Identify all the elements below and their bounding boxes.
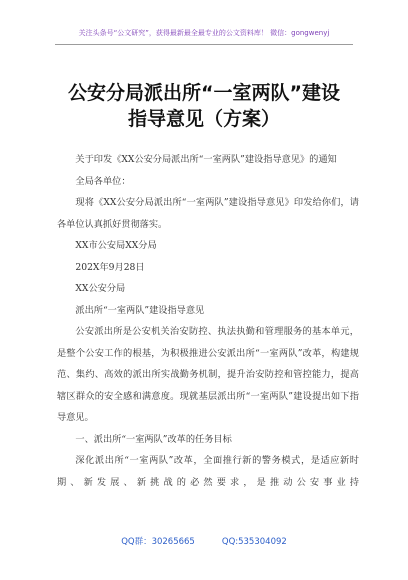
- header-banner: 关注头条号“公文研究”，获得最新最全最专业的公文资料库！ 微信：gongwenyj: [78, 29, 330, 37]
- issuing-authority: XX市公安局XX分局: [75, 240, 157, 251]
- notice-heading: 关于印发《XX公安分局派出所“一室两队”建设指导意见》的通知: [75, 154, 337, 165]
- header-divider: [55, 44, 353, 45]
- issue-date: 202X年9月28日: [75, 261, 145, 273]
- document-body: [57, 149, 359, 493]
- title-line-1: 公安分局派出所“一室两队”建设: [68, 82, 340, 104]
- title-line-2: 指导意见（方案）: [127, 108, 280, 130]
- section-heading: 一、派出所“一室两队”改革的任务目标: [75, 433, 232, 445]
- section-paragraph: 深化派出所“一室两队”改革，全面推行新的警务模式，是适应新时期、新发展、新挑战的必然要求，是推动公安事业持: [57, 455, 359, 488]
- notice-paragraph: 现将《XX公安分局派出所“一室两队”建设指导意见》印发给你们，请各单位认真抓好贯彻落实。: [57, 197, 359, 230]
- footer-contacts: [0, 535, 408, 547]
- guideline-title: 派出所“一室两队”建设指导意见: [75, 304, 205, 316]
- bureau-name: XX公安分局: [75, 283, 126, 294]
- footer-qq: QQ:535304092: [221, 537, 287, 547]
- intro-paragraph: 公安派出所是公安机关治安防控、执法执勤和管理服务的基本单元，是整个公安工作的根基，为积极推进公安派出所“一室两队”改革，构建规范、集约、高效的派出所实战勤务机制，提升治安防控和管控能力，提高辖区群众的安全感和满意度。现就基层派出所“一室两队”建设提出如下指导意见。: [57, 326, 359, 423]
- footer-qq-group: QQ群：30265665: [121, 537, 195, 547]
- salutation: 全局各单位：: [75, 175, 131, 187]
- document-title: [60, 80, 348, 132]
